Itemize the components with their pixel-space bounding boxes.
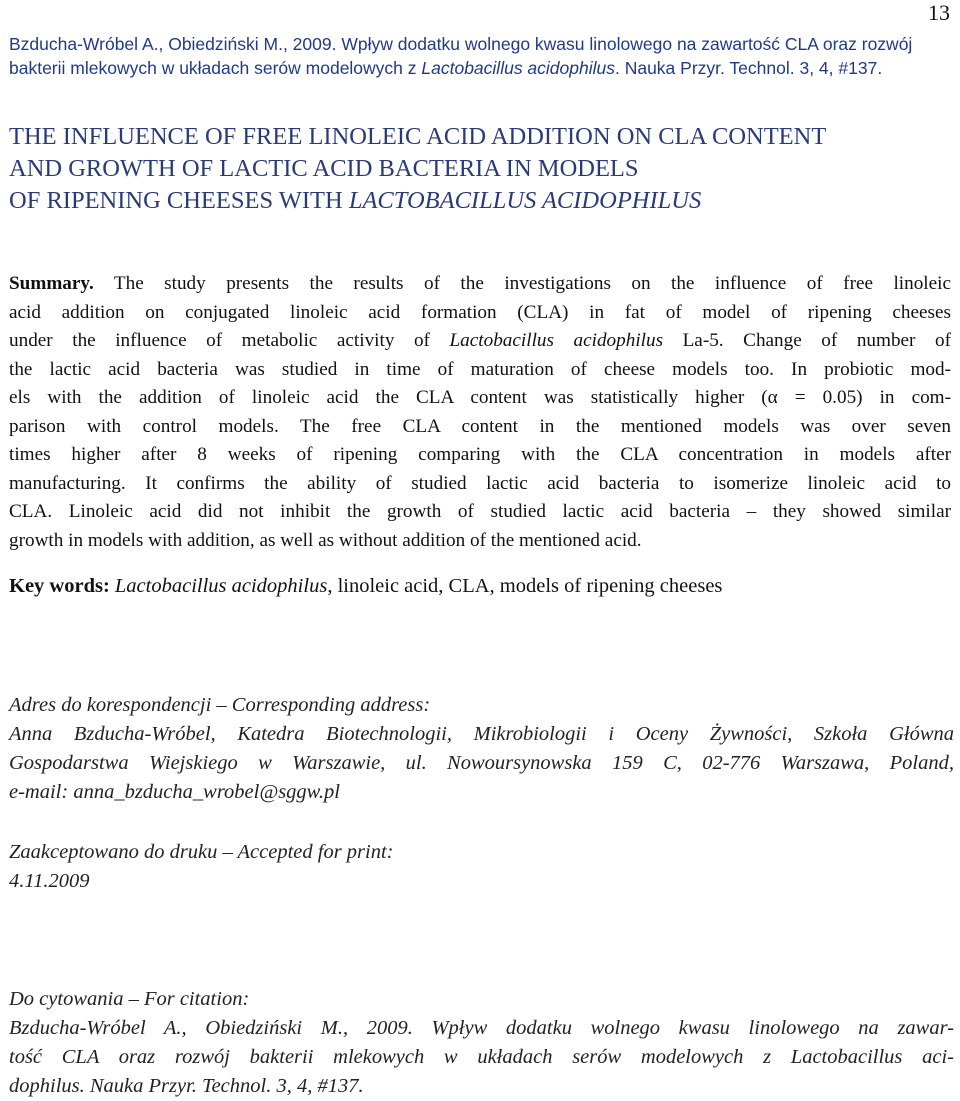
title-line-3 (9, 185, 954, 217)
header-line-2-species: Lactobacillus acidophilus (421, 58, 615, 78)
summary-label: Summary. (9, 273, 94, 294)
summary-paragraph (9, 270, 951, 555)
citation-heading: Do cytowania – For citation: (9, 988, 250, 1010)
summary-line-3-species: Lactobacillus acidophilus (449, 330, 664, 351)
accepted-for-print (9, 838, 954, 896)
summary-line-1 (9, 270, 951, 299)
title-line-2: AND GROWTH OF LACTIC ACID BACTERIA IN MODELS (9, 155, 639, 182)
address-email: e-mail: anna_bzducha_wrobel@sggw.pl (9, 781, 340, 803)
accepted-date: 4.11.2009 (9, 870, 90, 892)
header-line-2 (9, 56, 949, 80)
summary-line-9: CLA. Linoleic acid did not inhibit the growth of studied lactic acid bacteria – they showed similar (9, 501, 951, 522)
title-line-3-text: OF RIPENING CHEESES WITH (9, 187, 349, 214)
summary-line-1-text: The study presents the results of the investigations on the influence of free linoleic (93, 273, 951, 294)
header-line-2-text: bakterii mlekowych w układach serów modelowych z (9, 58, 422, 78)
summary-line-10: growth in models with addition, as well as without addition of the mentioned acid. (9, 529, 642, 551)
correspondence-address (9, 691, 954, 807)
title-line-1: THE INFLUENCE OF FREE LINOLEIC ACID ADDITION ON CLA CONTENT (9, 123, 827, 150)
address-line-2: Gospodarstwa Wiejskiego w Warszawie, ul. Nowoursynowska 159 C, 02-776 Warszawa, Poland, (9, 752, 954, 774)
summary-line-6: parison with control models. The free CLA content in the mentioned models was over seven (9, 415, 951, 437)
summary-line-4: the lactic acid bacteria was studied in time of maturation of cheese models too. In probiotic mod- (9, 358, 951, 380)
article-title (9, 121, 954, 217)
citation-line-2: tość CLA oraz rozwój bakterii mlekowych w układach serów modelowych z Lactobacillus aci- (9, 1046, 954, 1068)
keywords-species: Lactobacillus acidophilus (114, 575, 328, 597)
summary-line-8: manufacturing. It confirms the ability of studied lactic acid bacteria to isomerize linoleic acid to (9, 472, 951, 494)
keywords-line (9, 571, 954, 601)
address-line-1: Anna Bzducha-Wróbel, Katedra Biotechnologii, Mikrobiologii i Oceny Żywności, Szkoła Główna (9, 723, 954, 745)
running-header (9, 32, 949, 80)
header-line-2-journal: . Nauka Przyr. Technol. 3, 4, #137. (614, 58, 883, 78)
citation-line-3: dophilus. Nauka Przyr. Technol. 3, 4, #137. (9, 1075, 364, 1097)
keywords-rest: , linoleic acid, CLA, models of ripening cheeses (327, 575, 723, 597)
keywords-label: Key words: (9, 575, 110, 597)
citation-block (9, 985, 954, 1101)
summary-line-3-text: under the influence of metabolic activity of (9, 330, 450, 351)
summary-line-3 (9, 327, 951, 356)
address-heading: Adres do korespondencji – Corresponding address: (9, 694, 431, 716)
accepted-heading: Zaakceptowano do druku – Accepted for print: (9, 841, 394, 863)
title-line-3-species: LACTOBACILLUS ACIDOPHILUS (348, 187, 702, 214)
citation-line-1: Bzducha-Wróbel A., Obiedziński M., 2009. Wpływ dodatku wolnego kwasu linolowego na zawar- (9, 1017, 954, 1039)
page-number: 13 (928, 0, 950, 25)
summary-line-3-end: La-5. Change of number of (663, 330, 951, 351)
header-line-1: Bzducha-Wróbel A., Obiedziński M., 2009. Wpływ dodatku wolnego kwasu linolowego na zawartość CLA oraz rozwój (9, 34, 913, 54)
summary-line-7: times higher after 8 weeks of ripening comparing with the CLA concentration in models after (9, 444, 951, 465)
summary-line-2: acid addition on conjugated linoleic acid formation (CLA) in fat of model of ripening cheeses (9, 301, 951, 323)
summary-line-5: els with the addition of linoleic acid the CLA content was statistically higher (α = 0.05) in com- (9, 387, 951, 408)
